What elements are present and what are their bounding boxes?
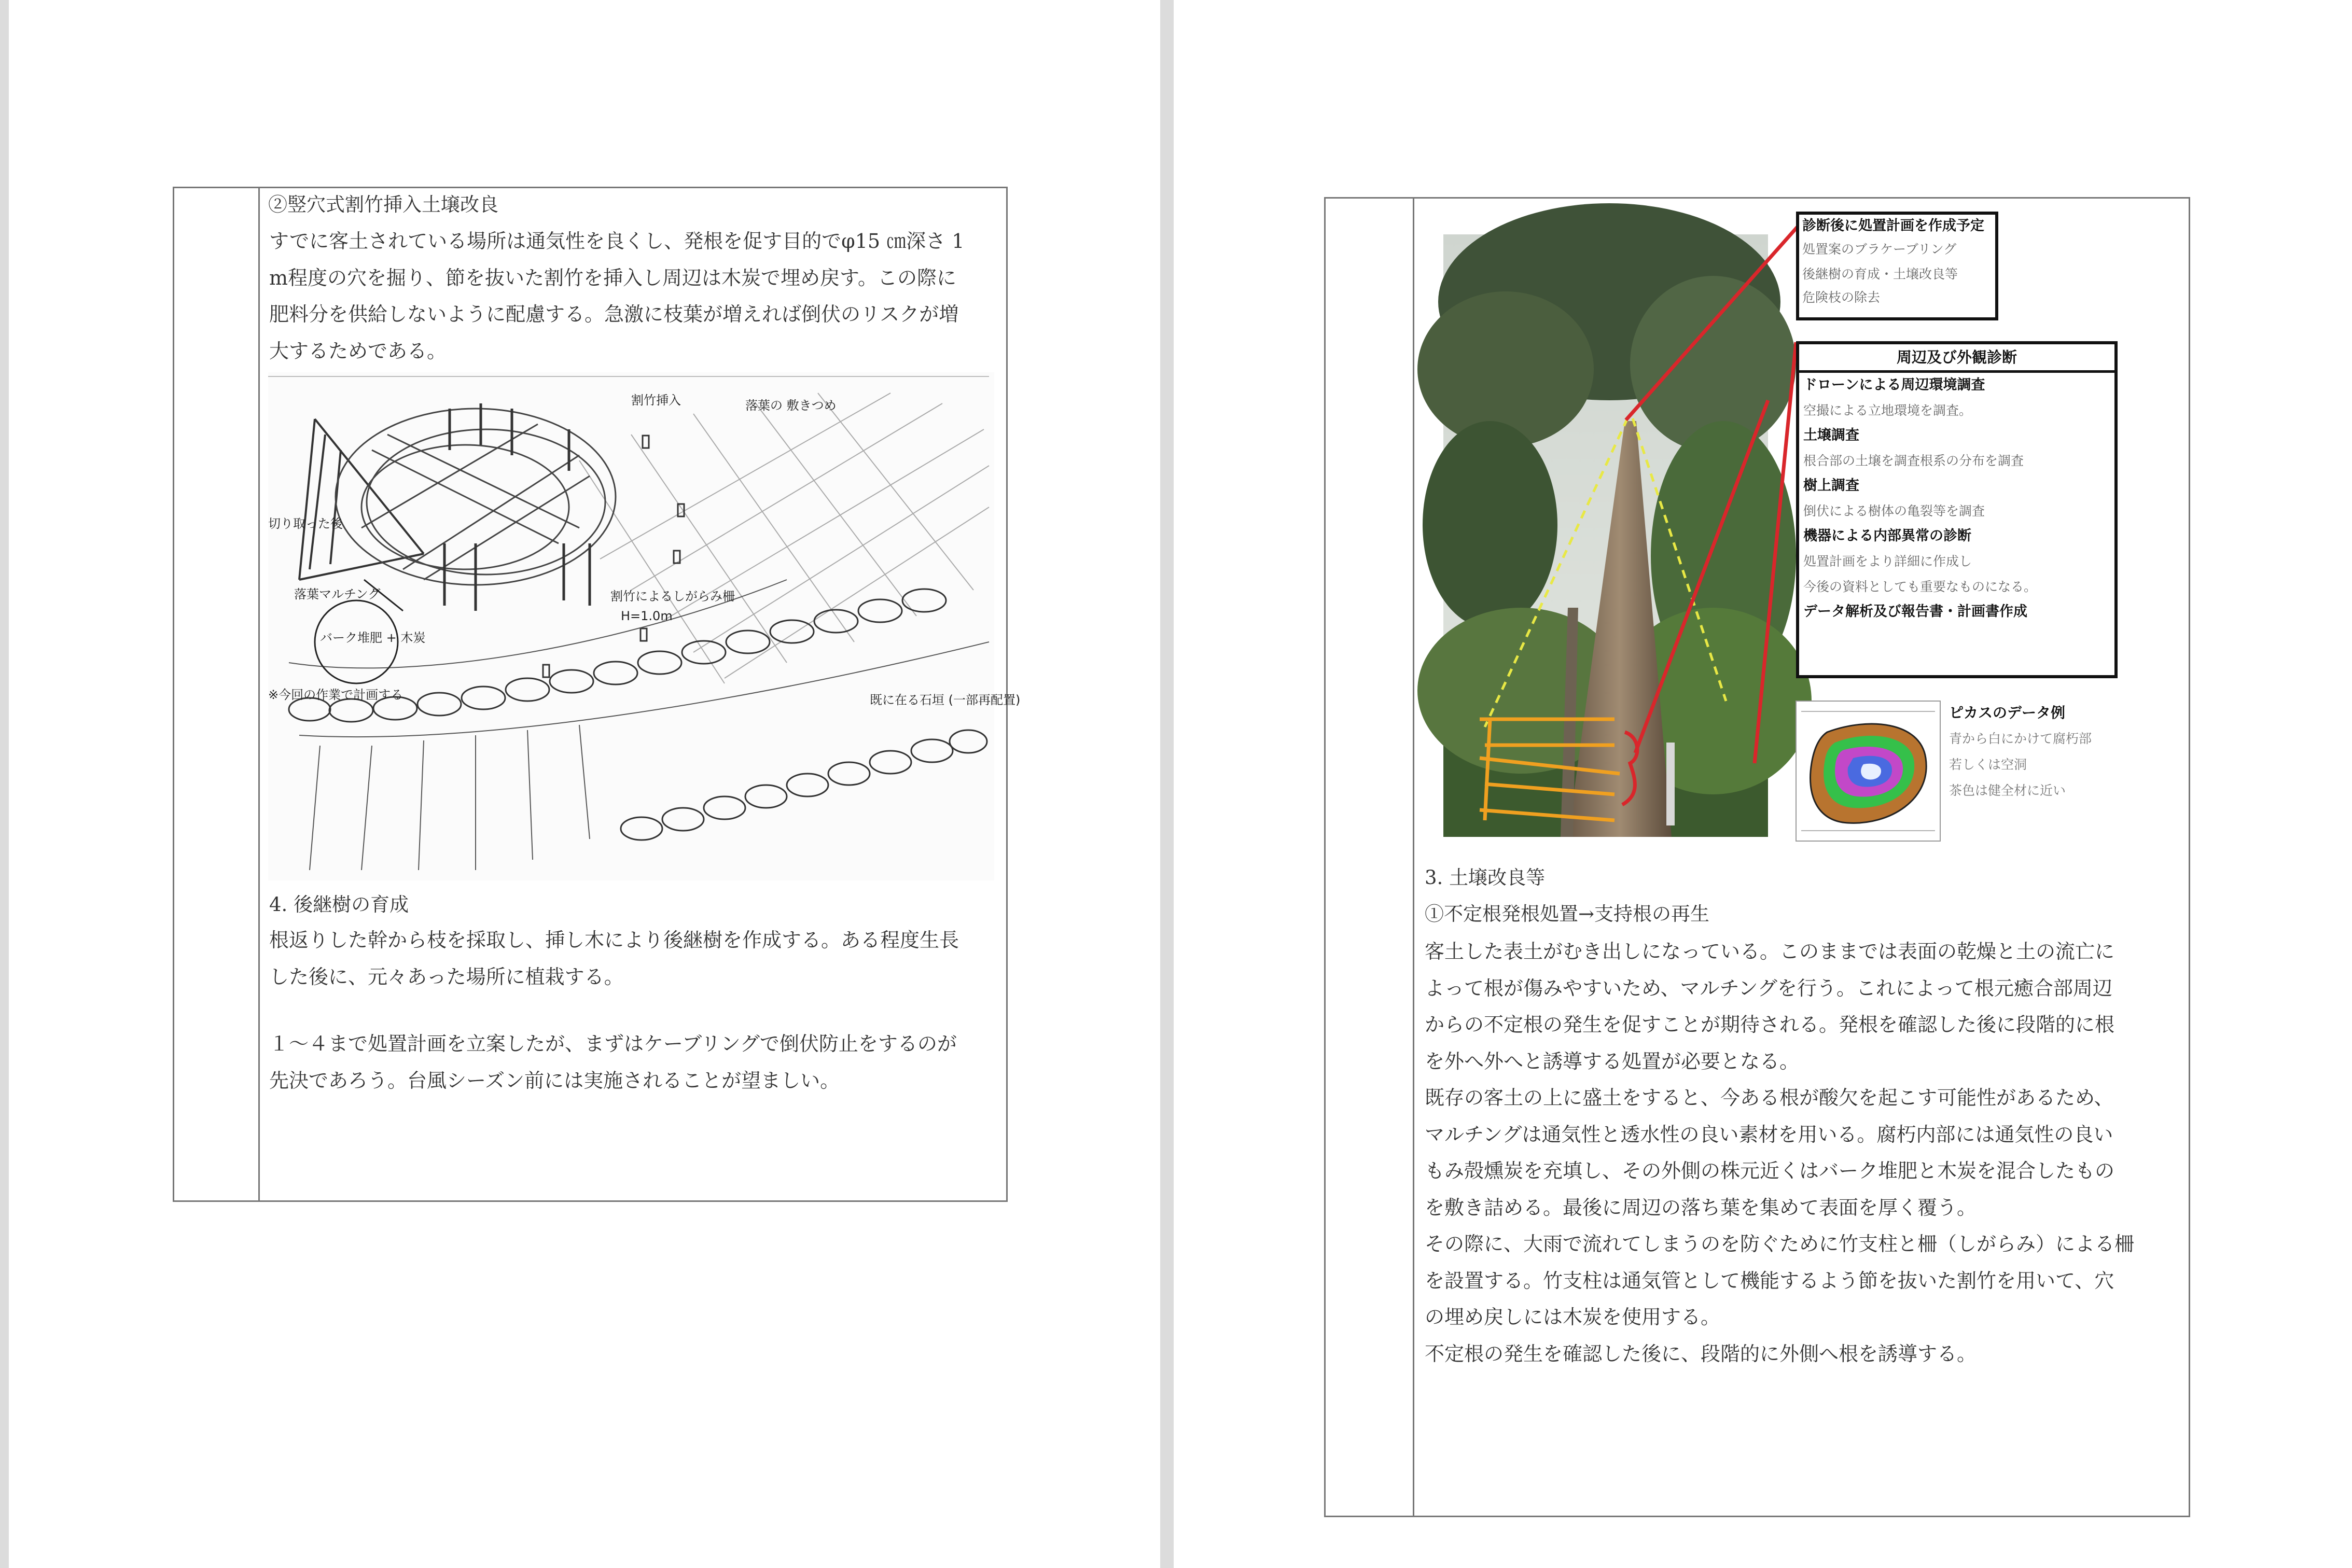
survey-detail: 今後の資料としても重要なものになる。 — [1803, 579, 2037, 594]
cedar-tree-photo — [1443, 234, 1768, 837]
plan-box-item: 処置案のブラケーブリング — [1802, 242, 1957, 257]
picus-legend-item: 若しくは空洞 — [1949, 757, 2027, 772]
picus-legend-item: 茶色は健全材に近い — [1949, 783, 2066, 798]
left-table-divider — [258, 188, 260, 1200]
body-line: を外へ外へと誘導する処置が必要となる。 — [1425, 1049, 1800, 1073]
body-line: 既存の客土の上に盛土をすると、今ある根が酸欠を起こす可能性があるため、 — [1425, 1086, 2114, 1109]
survey-heading: 機器による内部異常の診断 — [1803, 528, 1971, 544]
survey-box-header: 周辺及び外観診断 — [1799, 344, 2114, 373]
body-line: からの不定根の発生を促すことが期待される。発根を確認した後に段階的に根 — [1425, 1013, 2115, 1036]
body-line: の埋め戻しには木炭を使用する。 — [1425, 1306, 1721, 1328]
conclusion-paragraph — [269, 1026, 957, 1099]
section-heading-bamboo: ②竪穴式割竹挿入土壌改良 — [268, 193, 498, 216]
body-line: 不定根の発生を確認した後に、段階的に外側へ根を誘導する。 — [1425, 1342, 1977, 1365]
survey-detail: 処置計画をより詳細に作成し — [1803, 554, 1972, 569]
sketch-label-bamboo: 割竹挿入 — [631, 393, 681, 408]
plan-box — [1796, 212, 1998, 320]
sketch-label-bark: バーク堆肥 + 木炭 — [320, 631, 426, 645]
sketch-label-note-right: 既に在る石垣 (一部再配置) — [870, 693, 1021, 707]
section4-heading: 4. 後継樹の育成 — [269, 893, 409, 916]
subsection-heading: ①不定根発根処置→支持根の再生 — [1425, 903, 1710, 925]
survey-box — [1796, 341, 2118, 678]
plan-box-item: 危険枝の除去 — [1802, 290, 1881, 305]
sketch-label-depth: H=1.0m — [621, 609, 673, 623]
sketch-label-fence: 割竹によるしがらみ柵 — [610, 589, 735, 604]
sketch-label-mulching: 落葉マルチング — [294, 587, 381, 601]
right-table-divider — [1413, 199, 1414, 1516]
survey-heading: 樹上調査 — [1803, 478, 1859, 494]
picus-legend-title: ピカスのデータ例 — [1949, 704, 2066, 721]
survey-heading: ドローンによる周辺環境調査 — [1803, 377, 1985, 393]
picus-legend-item: 青から白にかけて腐朽部 — [1949, 731, 2092, 746]
plan-box-title: 診断後に処置計画を作成予定 — [1802, 218, 1984, 234]
left-page — [9, 0, 1160, 1568]
sketch-label-cutoff: 切り取った後 — [268, 516, 343, 531]
intro-paragraph — [269, 223, 964, 369]
right-page — [1174, 0, 2352, 1568]
plan-box-item: 後継樹の育成・土壌改良等 — [1802, 267, 1958, 282]
body-line: を敷き詰める。最後に周辺の落ち葉を集めて表面を厚く覆う。 — [1425, 1196, 1977, 1219]
survey-detail: 空撮による立地環境を調査。 — [1803, 403, 1972, 418]
section4-line: 根返りした幹から枝を採取し、挿し木により後継樹を作成する。ある程度生長 — [269, 929, 959, 951]
body-line: を設置する。竹支柱は通気管として機能するよう節を抜いた割竹を用いて、穴 — [1425, 1269, 2114, 1292]
section4-paragraph — [269, 922, 959, 995]
survey-heading: 土壌調査 — [1803, 427, 1859, 443]
sketch-label-note-left: ※今回の作業で計画する — [268, 688, 403, 702]
soil-improvement-sketch — [268, 372, 1021, 880]
picus-tomogram-image — [1796, 701, 1940, 841]
intro-line: 大するためである。 — [269, 339, 447, 362]
body-line: よって根が傷みやすいため、マルチングを行う。これによって根元癒合部周辺 — [1425, 976, 2112, 1000]
survey-detail: 根合部の土壌を調査根系の分布を調査 — [1803, 453, 2024, 468]
body-line: その際に、大雨で流れてしまうのを防ぐために竹支柱と柵（しがらみ）による柵 — [1425, 1233, 2135, 1255]
intro-line: 肥料分を供給しないように配慮する。急激に枝葉が増えれば倒伏のリスクが増 — [269, 303, 959, 326]
survey-detail: 倒伏による樹体の亀裂等を調査 — [1803, 503, 1985, 519]
body-line: もみ殻燻炭を充填し、その外側の株元近くはバーク堆肥と木炭を混合したもの — [1425, 1159, 2115, 1182]
intro-line: m程度の穴を掘り、節を抜いた割竹を挿入し周辺は木炭で埋め戻す。この際に — [269, 266, 956, 289]
body-line: マルチングは通気性と透水性の良い素材を用いる。腐朽内部には通気性の良い — [1425, 1123, 2113, 1146]
sketch-label-leaves: 落葉の 敷きつめ — [745, 398, 837, 413]
intro-line: すでに客土されている場所は通気性を良くし、発根を促す目的でφ15 ㎝深さ 1 — [269, 230, 965, 253]
picus-legend — [1949, 700, 2092, 804]
conclusion-line: 先決であろう。台風シーズン前には実施されることが望ましい。 — [269, 1069, 840, 1092]
body-line: 客土した表土がむき出しになっている。このままでは表面の乾燥と土の流亡に — [1425, 940, 2115, 963]
soil-improvement-paragraph — [1425, 933, 2134, 1372]
section4-line: した後に、元々あった場所に植栽する。 — [269, 965, 624, 988]
section3-heading: 3. 土壌改良等 — [1425, 866, 1546, 889]
survey-heading: データ解析及び報告書・計画書作成 — [1803, 604, 2027, 620]
conclusion-line: １～４まで処置計画を立案したが、まずはケーブリングで倒伏防止をするのが — [269, 1032, 957, 1055]
